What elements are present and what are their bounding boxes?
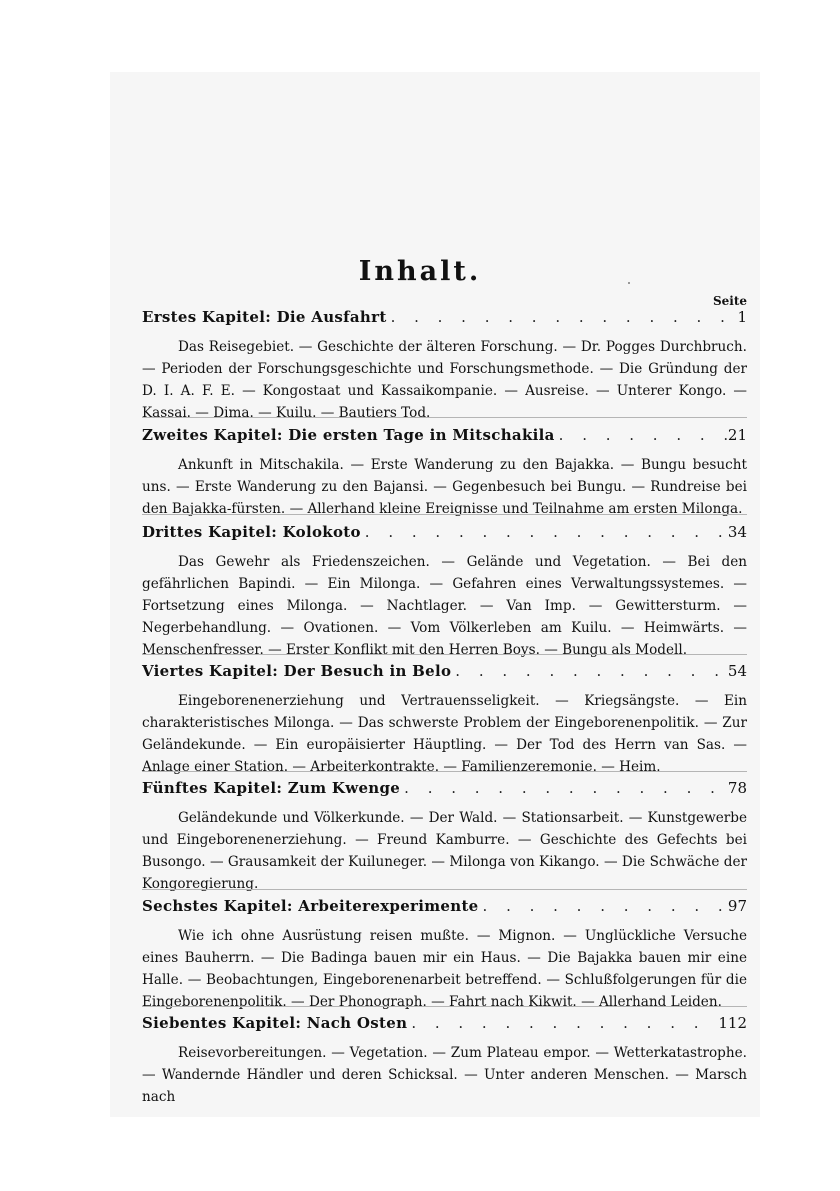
dot-leader [451, 662, 728, 680]
chapter-page-number: 34 [727, 523, 747, 541]
dot-leader [407, 1014, 718, 1032]
chapter-summary: Das Gewehr als Friedenszeichen. — Gelände und Vegetation. — Bei den gefährlichen Bapindi. — Ein Milonga. — Gefahren eines Verwaltungssystemes. — Fortsetzung eines Milonga. — Nachtlager. — Van Imp. — Gewittersturm. — Negerbehandlung. — Ovationen. — Vom Völkerleben am Kuilu. — Heimwärts. — Menschenfresser. — Erster Konflikt mit den Herren Boys. — Bungu als Modell. [142, 554, 747, 658]
chapter-entry [142, 523, 747, 661]
chapter-entry [142, 779, 747, 895]
chapter-heading-row[interactable] [142, 779, 747, 801]
chapter-entry [142, 1014, 747, 1108]
chapter-summary: Geländekunde und Völkerkunde. — Der Wald. — Stationsarbeit. — Kunstgewerbe und Eingeborenenerziehung. — Freund Kamburre. — Geschichte des Gefechts bei Busongo. — Grausamkeit der Kuiluneger. — Milonga von Kikango. — Die Schwäche der Kongoregierung. [142, 810, 747, 892]
chapter-summary: Reisevorbereitungen. — Vegetation. — Zum Plateau empor. — Wetterkatastrophe. — Wandernde Händler und deren Schicksal. — Unter anderen Menschen. — Marsch nach [142, 1045, 747, 1105]
chapter-heading-row[interactable] [142, 426, 747, 448]
dot-leader [479, 897, 728, 915]
chapter-title[interactable]: Zweites Kapitel: Die ersten Tage in Mitschakila [142, 426, 555, 444]
chapter-heading-row[interactable] [142, 662, 747, 684]
chapter-heading-row[interactable] [142, 308, 747, 330]
chapter-heading-row[interactable] [142, 1014, 747, 1036]
divider [142, 889, 747, 890]
chapter-page-number: 78 [727, 779, 747, 797]
divider [142, 654, 747, 655]
chapter-page-number: 1 [737, 308, 747, 326]
chapter-page-number: 21 [727, 426, 747, 444]
page-column-label: Seite [712, 294, 747, 308]
dot-leader [555, 426, 728, 444]
chapter-page-number: 112 [718, 1014, 747, 1032]
chapter-title[interactable]: Viertes Kapitel: Der Besuch in Belo [142, 662, 452, 680]
chapter-title[interactable]: Erstes Kapitel: Die Ausfahrt [142, 308, 387, 326]
divider [142, 1006, 747, 1007]
chapter-entry [142, 426, 747, 520]
chapter-page-number: 54 [727, 662, 747, 680]
divider [142, 417, 747, 418]
toc-heading: Inhalt. [358, 256, 482, 287]
chapter-title[interactable]: Sechstes Kapitel: Arbeiterexperimente [142, 897, 479, 915]
chapter-summary: Ankunft in Mitschakila. — Erste Wanderung zu den Bajakka. — Bungu besucht uns. — Erste Wanderung zu den Bajansi. — Gegenbesuch bei Bungu. — Rundreise bei den Bajakka-fürsten. — Allerhand kleine Ereignisse und Teilnahme am ersten Milonga. [142, 457, 747, 517]
dot-leader [387, 308, 738, 326]
chapter-summary: Wie ich ohne Ausrüstung reisen mußte. — Mignon. — Unglückliche Versuche eines Bauherrn. — Die Badinga bauen mir ein Haus. — Die Bajakka bauen mir eine Halle. — Beobachtungen, Eingeborenenarbeit betreffend. — Schlußfolgerungen für die Eingeborenenpolitik. — Der Phonograph. — Fahrt nach Kikwit. — Allerhand Leiden. [142, 928, 747, 1010]
chapter-heading-row[interactable] [142, 897, 747, 919]
chapter-entry [142, 897, 747, 1013]
dot-leader [361, 523, 728, 541]
chapter-entry [142, 662, 747, 778]
chapter-entry [142, 308, 747, 424]
chapter-title[interactable]: Siebentes Kapitel: Nach Osten [142, 1014, 408, 1032]
chapter-title[interactable]: Fünftes Kapitel: Zum Kwenge [142, 779, 401, 797]
divider [142, 514, 747, 515]
chapter-heading-row[interactable] [142, 523, 747, 545]
divider [142, 771, 747, 772]
chapter-summary: Eingeborenenerziehung und Vertrauensseligkeit. — Kriegsängste. — Ein charakteristisches Milonga. — Das schwerste Problem der Eingeborenenpolitik. — Zur Geländekunde. — Ein europäisierter Häuptling. — Der Tod des Herrn van Sas. — Anlage einer Station. — Arbeiterkontrakte. — Familienzeremonie. — Heim. [142, 693, 747, 775]
dot-leader [400, 779, 728, 797]
chapter-page-number: 97 [727, 897, 747, 915]
chapter-summary: Das Reisegebiet. — Geschichte der älteren Forschung. — Dr. Pogges Durchbruch. — Perioden der Forschungsgeschichte und Forschungsmethode. — Die Gründung der D. I. A. F. E. — Kongostaat und Kassaikompanie. — Ausreise. — Unterer Kongo. — Kassai. — Dima. — Kuilu. — Bautiers Tod. [142, 339, 747, 421]
chapter-title[interactable]: Drittes Kapitel: Kolokoto [142, 523, 361, 541]
